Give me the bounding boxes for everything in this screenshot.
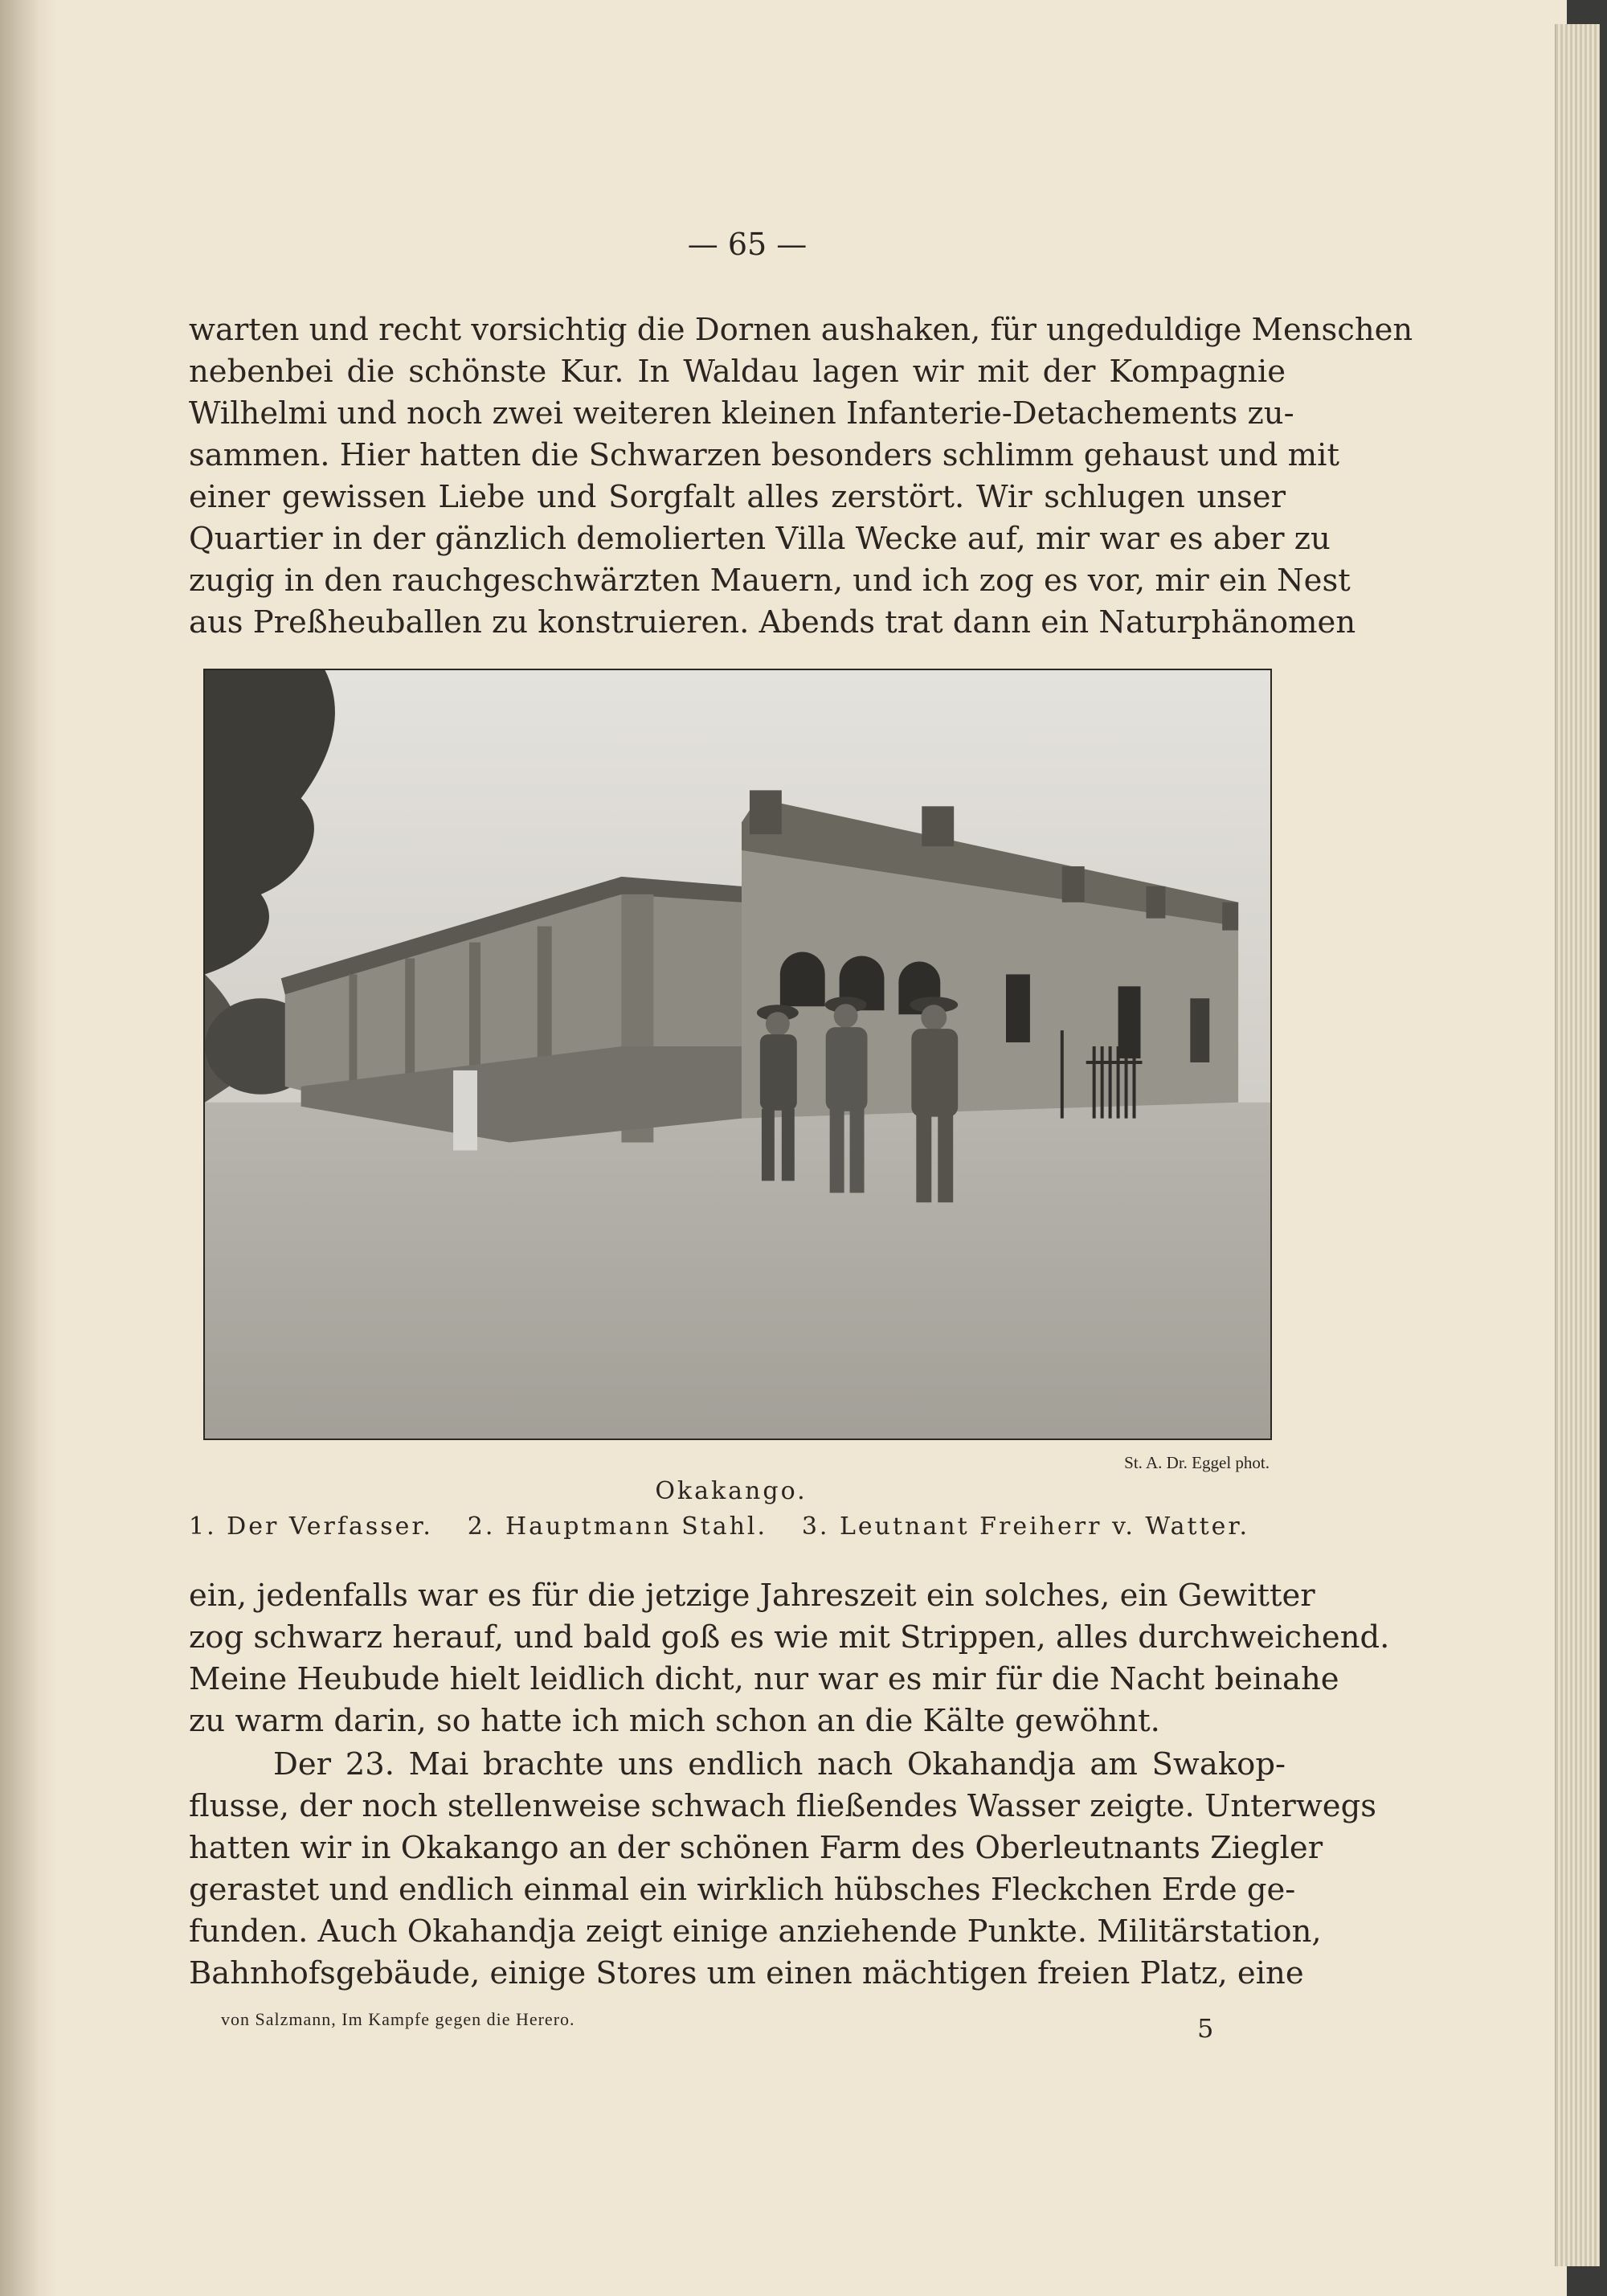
ground <box>205 1103 1270 1439</box>
text-line: Bahnhofsgebäude, einige Stores um einen mächtigen freien Platz, eine <box>189 1955 1304 1991</box>
text-line: Der 23. Mai brachte uns endlich nach Okahandja am Swakop- <box>273 1746 1286 1782</box>
page-edges <box>1555 24 1600 2266</box>
paragraph-1 <box>189 309 1413 644</box>
text-line: Wilhelmi und noch zwei weiteren kleinen Infanterie-Detachements zu- <box>189 395 1294 432</box>
text-line: flusse, der noch stellenweise schwach fließendes Wasser zeigte. Unterwegs <box>189 1788 1376 1824</box>
text-line: einer gewissen Liebe und Sorgfalt alles zerstört. Wir schlugen unser <box>189 479 1286 515</box>
text-line: zugig in den rauchgeschwärzten Mauern, und ich zog es vor, mir ein Nest <box>189 563 1351 599</box>
text-line: hatten wir in Okakango an der schönen Farm des Oberleutnants Ziegler <box>189 1830 1323 1866</box>
caption-title: Okakango. <box>655 1477 808 1505</box>
caption-person-2: 2. Hauptmann Stahl. <box>467 1512 768 1541</box>
caption-person-3: 3. Leutnant Freiherr v. Watter. <box>801 1512 1249 1541</box>
text-line: funden. Auch Okahandja zeigt einige anziehende Punkte. Militärstation, <box>189 1913 1322 1950</box>
photo-illustration <box>205 670 1270 1439</box>
text-line: sammen. Hier hatten die Schwarzen besonders schlimm gehaust und mit <box>189 437 1339 473</box>
page-number-header: — 65 — <box>687 227 808 262</box>
photo-credit: St. A. Dr. Eggel phot. <box>1124 1453 1270 1472</box>
footer-sheet-number: 5 <box>1197 2013 1214 2044</box>
text-line: warten und recht vorsichtig die Dornen aushaken, für ungeduldige Menschen <box>189 312 1413 348</box>
text-line: zu warm darin, so hatte ich mich schon an die Kälte gewöhnt. <box>189 1703 1160 1739</box>
paragraph-3 <box>189 1744 1376 1995</box>
photograph-okakango <box>203 669 1272 1440</box>
paragraph-2 <box>189 1575 1390 1742</box>
text-line: ein, jedenfalls war es für die jetzige Jahreszeit ein solches, ein Gewitter <box>189 1578 1315 1614</box>
text-line: nebenbei die schönste Kur. In Waldau lagen wir mit der Kompagnie <box>189 354 1286 390</box>
text-line: Quartier in der gänzlich demolierten Villa Wecke auf, mir war es aber zu <box>189 521 1331 557</box>
gutter-shadow <box>0 0 56 2296</box>
text-line: zog schwarz herauf, und bald goß es wie mit Strippen, alles durchweichend. <box>189 1619 1390 1655</box>
caption-people <box>189 1512 1249 1541</box>
footer-signature: von Salzmann, Im Kampfe gegen die Herero. <box>221 2009 575 2029</box>
caption-person-1: 1. Der Verfasser. <box>189 1512 433 1541</box>
text-line: aus Preßheuballen zu konstruieren. Abends trat dann ein Naturphänomen <box>189 604 1356 641</box>
text-line: Meine Heubude hielt leidlich dicht, nur war es mir für die Nacht beinahe <box>189 1661 1339 1697</box>
text-line: gerastet und endlich einmal ein wirklich hübsches Fleckchen Erde ge- <box>189 1872 1296 1908</box>
